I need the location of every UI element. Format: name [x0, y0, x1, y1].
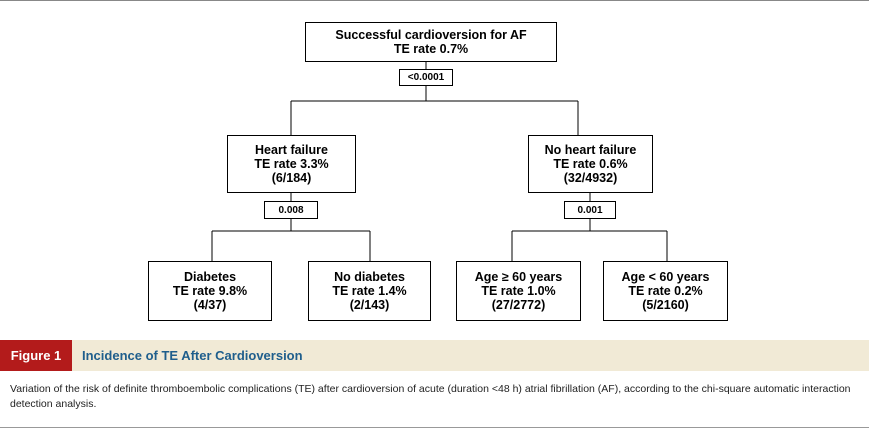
node-root — [305, 22, 557, 62]
bottom-rule — [0, 427, 869, 428]
node-diabetes-line2: TE rate 9.8% — [172, 284, 248, 298]
node-age-lt-60-line2: TE rate 0.2% — [628, 284, 703, 298]
node-no-heart-failure-line1: No heart failure — [544, 143, 637, 157]
node-age-ge-60-line1: Age ≥ 60 years — [474, 270, 563, 284]
figure-caption-bar — [0, 340, 869, 371]
p-value-root: <0.0001 — [399, 69, 453, 86]
node-age-lt-60-line3: (5/2160) — [642, 298, 689, 312]
node-diabetes-line3: (4/37) — [193, 298, 227, 312]
node-root-line1: Successful cardioversion for AF — [335, 28, 527, 42]
node-heart-failure-line1: Heart failure — [255, 143, 328, 157]
node-no-heart-failure — [528, 135, 653, 193]
node-age-ge-60-line2: TE rate 1.0% — [481, 284, 556, 298]
node-diabetes — [148, 261, 272, 321]
node-heart-failure-line2: TE rate 3.3% — [254, 157, 329, 171]
node-age-lt-60-line1: Age < 60 years — [621, 270, 710, 284]
node-heart-failure — [227, 135, 356, 193]
node-age-ge-60-line3: (27/2772) — [491, 298, 546, 312]
figure-caption: Variation of the risk of definite thromboembolic complications (TE) after cardioversion of acute (duration <48 h) atrial fibrillation (AF), according to the chi-square automatic interaction detection analysis. — [10, 383, 851, 410]
node-no-heart-failure-line2: TE rate 0.6% — [553, 157, 628, 171]
node-age-lt-60 — [603, 261, 728, 321]
node-age-ge-60 — [456, 261, 581, 321]
node-root-line2: TE rate 0.7% — [393, 42, 469, 56]
node-no-heart-failure-line3: (32/4932) — [563, 171, 618, 185]
node-heart-failure-line3: (6/184) — [271, 171, 312, 185]
node-no-diabetes-line1: No diabetes — [334, 270, 405, 284]
figure-label: Figure 1 — [0, 340, 72, 371]
node-no-diabetes — [308, 261, 431, 321]
figure-title: Incidence of TE After Cardioversion — [82, 348, 303, 363]
node-no-diabetes-line3: (2/143) — [349, 298, 390, 312]
p-value-no-heart-failure: 0.001 — [564, 201, 616, 219]
p-value-heart-failure: 0.008 — [264, 201, 318, 219]
node-no-diabetes-line2: TE rate 1.4% — [332, 284, 407, 298]
node-diabetes-line1: Diabetes — [183, 270, 237, 284]
